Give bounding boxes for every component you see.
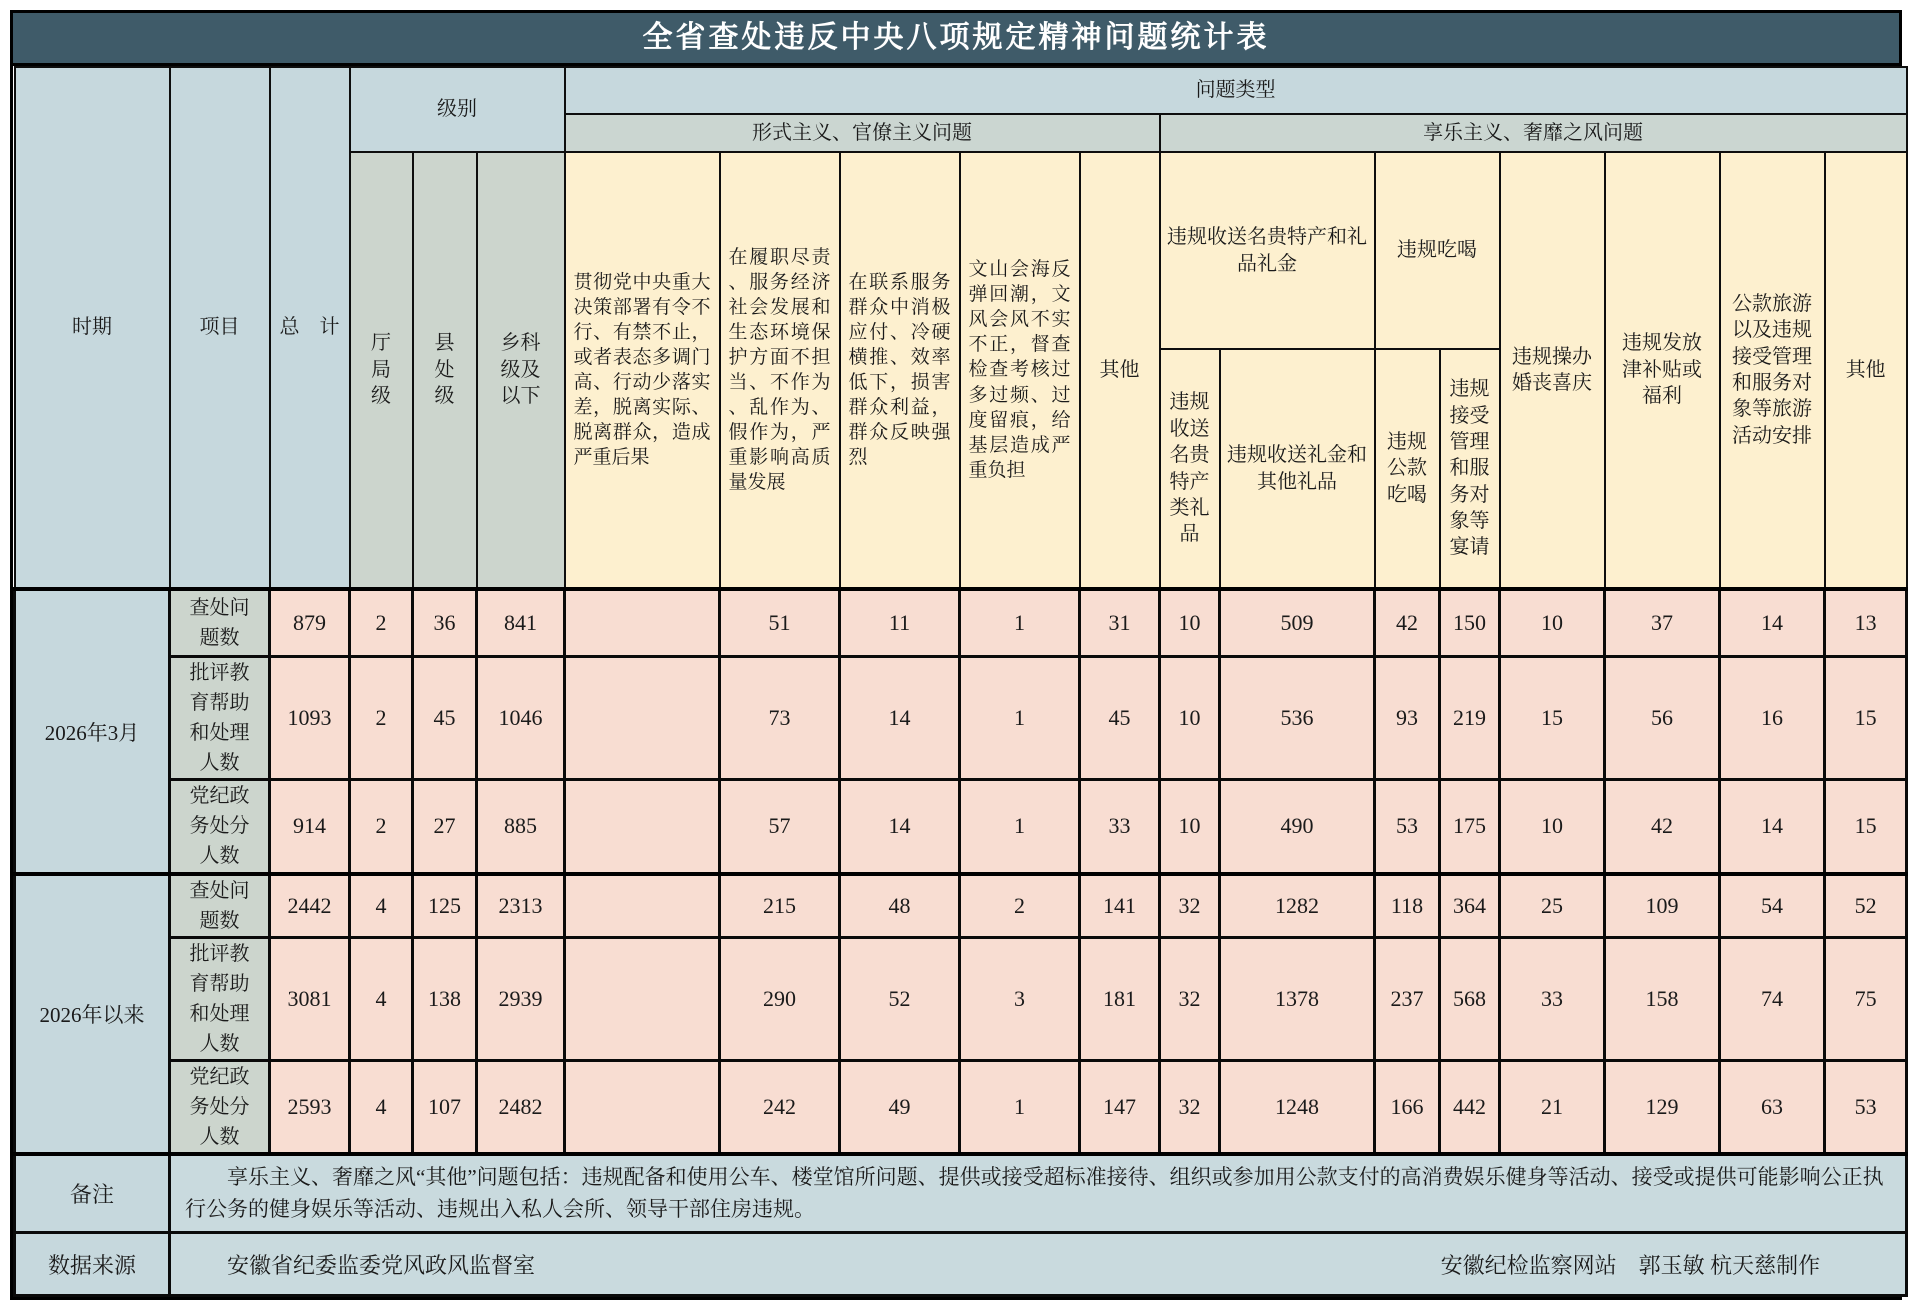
data-cell xyxy=(565,938,720,1061)
header-item: 项目 xyxy=(170,67,270,589)
data-cell: 1248 xyxy=(1220,1061,1375,1155)
data-cell: 15 xyxy=(1500,656,1605,779)
data-cell: 10 xyxy=(1160,589,1220,656)
header-period: 时期 xyxy=(15,67,170,589)
data-cell: 45 xyxy=(1080,656,1160,779)
data-cell: 2 xyxy=(350,779,413,874)
header-hedonism-band: 享乐主义、奢靡之风问题 xyxy=(1160,114,1907,152)
data-cell: 51 xyxy=(720,589,840,656)
data-cell: 57 xyxy=(720,779,840,874)
data-cell: 31 xyxy=(1080,589,1160,656)
header-gifts-group: 违规收送名贵特产和礼品礼金 xyxy=(1160,152,1375,349)
data-cell: 10 xyxy=(1500,589,1605,656)
data-cell: 219 xyxy=(1440,656,1500,779)
data-cell: 4 xyxy=(350,1061,413,1155)
data-cell: 1046 xyxy=(477,656,565,779)
header-level-ting: 厅局级 xyxy=(350,152,413,589)
data-cell: 290 xyxy=(720,938,840,1061)
item-label-cell: 批评教育帮助和处理人数 xyxy=(170,656,270,779)
data-cell: 166 xyxy=(1375,1061,1440,1155)
data-cell: 52 xyxy=(840,938,960,1061)
data-cell: 73 xyxy=(720,656,840,779)
data-cell: 3 xyxy=(960,938,1080,1061)
data-source-left: 安徽省纪委监委党风政风监督室 xyxy=(227,1252,536,1278)
header-formalism-other: 其他 xyxy=(1080,152,1160,589)
data-cell: 48 xyxy=(840,874,960,938)
data-cell: 107 xyxy=(413,1061,477,1155)
data-cell xyxy=(565,1061,720,1155)
data-cell: 1378 xyxy=(1220,938,1375,1061)
header-level-xiang: 乡科级及以下 xyxy=(477,152,565,589)
item-label-cell: 查处问题数 xyxy=(170,874,270,938)
remark-label: 备注 xyxy=(15,1154,170,1233)
data-cell: 4 xyxy=(350,874,413,938)
data-cell: 2 xyxy=(960,874,1080,938)
data-cell: 125 xyxy=(413,874,477,938)
data-cell: 2442 xyxy=(270,874,350,938)
data-cell: 1282 xyxy=(1220,874,1375,938)
data-cell: 879 xyxy=(270,589,350,656)
data-cell: 2313 xyxy=(477,874,565,938)
data-cell: 536 xyxy=(1220,656,1375,779)
data-cell: 33 xyxy=(1500,938,1605,1061)
data-cell: 568 xyxy=(1440,938,1500,1061)
data-cell: 53 xyxy=(1375,779,1440,874)
data-cell: 93 xyxy=(1375,656,1440,779)
data-cell: 2482 xyxy=(477,1061,565,1155)
period-cell: 2026年3月 xyxy=(15,589,170,874)
data-cell: 129 xyxy=(1605,1061,1720,1155)
header-weddings-funerals: 违规操办婚丧喜庆 xyxy=(1500,152,1605,589)
data-cell: 242 xyxy=(720,1061,840,1155)
data-cell: 25 xyxy=(1500,874,1605,938)
item-label-cell: 批评教育帮助和处理人数 xyxy=(170,938,270,1061)
data-cell: 2 xyxy=(350,656,413,779)
header-formalism-col-3: 在联系服务群众中消极应付、冷硬横推、效率低下，损害群众利益，群众反映强烈 xyxy=(840,152,960,589)
data-cell: 63 xyxy=(1720,1061,1825,1155)
data-cell: 364 xyxy=(1440,874,1500,938)
data-cell: 14 xyxy=(840,656,960,779)
data-cell: 490 xyxy=(1220,779,1375,874)
statistics-table xyxy=(13,66,1908,1297)
header-problem-type: 问题类型 xyxy=(565,67,1907,114)
data-cell: 42 xyxy=(1605,779,1720,874)
header-formalism-col-1: 贯彻党中央重大决策部署有令不行、有禁不止，或者表态多调门高、行动少落实差，脱离实际、脱离群众，造成严重后果 xyxy=(565,152,720,589)
header-total: 总 计 xyxy=(270,67,350,589)
item-label-cell: 查处问题数 xyxy=(170,589,270,656)
period-cell: 2026年以来 xyxy=(15,874,170,1154)
data-cell: 1093 xyxy=(270,656,350,779)
data-cell: 1 xyxy=(960,1061,1080,1155)
data-cell: 32 xyxy=(1160,938,1220,1061)
data-cell xyxy=(565,656,720,779)
data-cell: 10 xyxy=(1160,779,1220,874)
data-cell: 175 xyxy=(1440,779,1500,874)
data-cell: 74 xyxy=(1720,938,1825,1061)
data-cell: 11 xyxy=(840,589,960,656)
table-row xyxy=(15,1061,1907,1155)
remark-text: 享乐主义、奢靡之风“其他”问题包括：违规配备和使用公车、楼堂馆所问题、提供或接受超标准接待、组织或参加用公款支付的高消费娱乐健身等活动、接受或提供可能影响公正执行公务的健身娱乐等活动、违规出入私人会所、领导干部住房违规。 xyxy=(185,1165,1884,1221)
data-cell: 885 xyxy=(477,779,565,874)
header-formalism-col-2: 在履职尽责、服务经济社会发展和生态环境保护方面不担当、不作为、乱作为、假作为，严重影响高质量发展 xyxy=(720,152,840,589)
data-cell: 1 xyxy=(960,589,1080,656)
data-cell: 32 xyxy=(1160,874,1220,938)
data-cell xyxy=(565,874,720,938)
table-header xyxy=(15,67,1907,589)
data-cell: 141 xyxy=(1080,874,1160,938)
data-cell xyxy=(565,779,720,874)
data-cell: 21 xyxy=(1500,1061,1605,1155)
data-cell: 118 xyxy=(1375,874,1440,938)
table-row xyxy=(15,656,1907,779)
data-cell: 32 xyxy=(1160,1061,1220,1155)
table-row xyxy=(15,589,1907,656)
header-formalism-band: 形式主义、官僚主义问题 xyxy=(565,114,1160,152)
header-allowances: 违规发放津补贴或福利 xyxy=(1605,152,1720,589)
data-cell: 75 xyxy=(1825,938,1907,1061)
header-hedonism-other: 其他 xyxy=(1825,152,1907,589)
header-level-group: 级别 xyxy=(350,67,565,152)
remark-text-cell xyxy=(170,1154,1907,1233)
data-source-label: 数据来源 xyxy=(15,1233,170,1296)
header-level-xian: 县处级 xyxy=(413,152,477,589)
data-source-cell xyxy=(170,1233,1907,1296)
page-title: 全省查处违反中央八项规定精神问题统计表 xyxy=(13,13,1899,66)
data-cell: 37 xyxy=(1605,589,1720,656)
data-cell: 914 xyxy=(270,779,350,874)
data-cell: 1 xyxy=(960,656,1080,779)
data-cell: 109 xyxy=(1605,874,1720,938)
data-cell: 138 xyxy=(413,938,477,1061)
table-row xyxy=(15,874,1907,938)
data-cell: 2593 xyxy=(270,1061,350,1155)
data-cell: 237 xyxy=(1375,938,1440,1061)
header-formalism-col-4: 文山会海反弹回潮，文风会风不实不正，督查检查考核过多过频、过度留痕，给基层造成严重负担 xyxy=(960,152,1080,589)
item-label-cell: 党纪政务处分人数 xyxy=(170,1061,270,1155)
data-cell: 36 xyxy=(413,589,477,656)
data-cell: 33 xyxy=(1080,779,1160,874)
header-public-travel: 公款旅游以及违规接受管理和服务对象等旅游活动安排 xyxy=(1720,152,1825,589)
data-cell: 14 xyxy=(840,779,960,874)
data-cell: 150 xyxy=(1440,589,1500,656)
data-cell: 3081 xyxy=(270,938,350,1061)
data-cell: 15 xyxy=(1825,779,1907,874)
table-body xyxy=(15,589,1907,1154)
table-row xyxy=(15,779,1907,874)
item-label-cell: 党纪政务处分人数 xyxy=(170,779,270,874)
data-cell: 14 xyxy=(1720,779,1825,874)
data-source-right: 安徽纪检监察网站 郭玉敏 杭天慈制作 xyxy=(1440,1252,1821,1278)
data-cell: 27 xyxy=(413,779,477,874)
data-cell: 45 xyxy=(413,656,477,779)
statistics-table-window xyxy=(10,10,1902,1300)
data-cell xyxy=(565,589,720,656)
data-cell: 442 xyxy=(1440,1061,1500,1155)
data-cell: 10 xyxy=(1500,779,1605,874)
data-cell: 4 xyxy=(350,938,413,1061)
data-cell: 215 xyxy=(720,874,840,938)
data-cell: 181 xyxy=(1080,938,1160,1061)
data-cell: 1 xyxy=(960,779,1080,874)
data-cell: 509 xyxy=(1220,589,1375,656)
header-gifts-money: 违规收送礼金和其他礼品 xyxy=(1220,349,1375,589)
data-cell: 841 xyxy=(477,589,565,656)
header-dining-public-funds: 违规公款吃喝 xyxy=(1375,349,1440,589)
header-dining-group: 违规吃喝 xyxy=(1375,152,1500,349)
header-gifts-specialty: 违规收送名贵特产类礼品 xyxy=(1160,349,1220,589)
data-cell: 52 xyxy=(1825,874,1907,938)
header-dining-banquets: 违规接受管理和服务对象等宴请 xyxy=(1440,349,1500,589)
table-footer xyxy=(15,1154,1907,1296)
data-cell: 13 xyxy=(1825,589,1907,656)
data-cell: 54 xyxy=(1720,874,1825,938)
data-cell: 10 xyxy=(1160,656,1220,779)
data-cell: 14 xyxy=(1720,589,1825,656)
data-cell: 53 xyxy=(1825,1061,1907,1155)
data-cell: 158 xyxy=(1605,938,1720,1061)
data-cell: 49 xyxy=(840,1061,960,1155)
data-cell: 147 xyxy=(1080,1061,1160,1155)
data-cell: 42 xyxy=(1375,589,1440,656)
data-cell: 16 xyxy=(1720,656,1825,779)
table-row xyxy=(15,938,1907,1061)
data-cell: 2 xyxy=(350,589,413,656)
data-cell: 15 xyxy=(1825,656,1907,779)
data-cell: 2939 xyxy=(477,938,565,1061)
data-cell: 56 xyxy=(1605,656,1720,779)
